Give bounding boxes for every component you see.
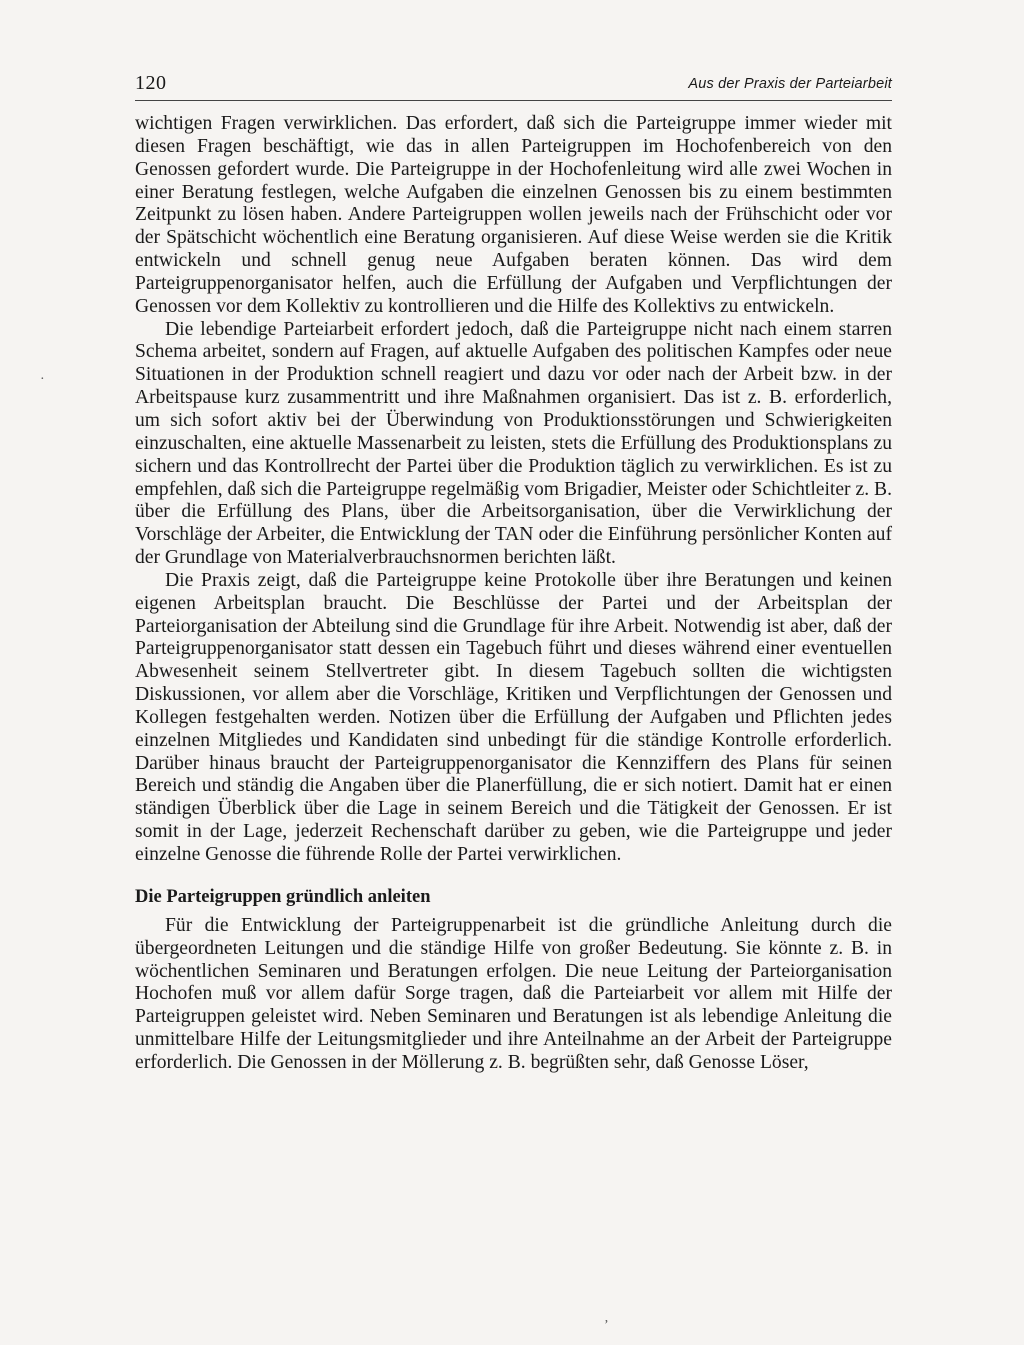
paragraph: wichtigen Fragen verwirklichen. Das erfordert, daß sich die Parteigruppe immer wieder mit diesen Fragen beschäftigt, wie das in allen Parteigruppen im Hochofenbereich von den Genossen gefordert wurde. Die Parteigruppe in der Hochofenleitung wird alle zwei Wochen in einer Beratung festlegen, welche Aufgaben die einzelnen Genossen bis zu einem bestimmten Zeitpunkt zu lösen haben. Andere Parteigruppen wollen jeweils nach der Frühschicht oder vor der Spätschicht wöchentlich eine Beratung organisieren. Auf diese Weise werden sie die Kritik entwickeln und schnell genug neue Aufgaben beraten können. Das wird dem Parteigruppenorganisator helfen, auch die Erfüllung der Aufgaben und Verpflichtungen der Genossen vor dem Kollektiv zu kontrollieren und die Hilfe des Kollektivs zu entwickeln. (135, 113, 892, 317)
body-text (135, 113, 892, 1075)
paragraph: Für die Entwicklung der Parteigruppenarbeit ist die gründliche Anleitung durch die übergeordneten Leitungen und die ständige Hilfe von großer Bedeutung. Sie könnte z. B. in wöchentlichen Seminaren und Beratungen erfolgen. Die neue Leitung der Parteiorganisation Hochofen muß vor allem dafür Sorge tragen, daß die Parteiarbeit vor allem mit Hilfe der Parteigruppen geleistet wird. Neben Seminaren und Beratungen ist als lebendige Anleitung die unmittelbare Hilfe der Leitungsmitglieder und ihre Anteilnahme an der Arbeit der Parteigruppe erforderlich. Die Genossen in der Möllerung z. B. begrüßten sehr, daß Genosse Löser, (135, 914, 892, 1073)
scan-speck: · (40, 372, 45, 387)
page-number: 120 (135, 72, 167, 94)
paragraph: Die Praxis zeigt, daß die Parteigruppe keine Protokolle über ihre Beratungen und keinen eigenen Arbeitsplan braucht. Die Beschlüsse der Partei und der Arbeitsplan der Parteiorganisation der Abteilung sind die Grundlage für ihre Arbeit. Notwendig ist aber, daß der Parteigruppenorganisator statt dessen ein Tagebuch führt und dieses während einer eventuellen Abwesenheit seinem Stellvertreter gibt. In diesem Tagebuch sollten die wichtigsten Diskussionen, vor allem aber die Vorschläge, Kritiken und Verpflichtungen der Genossen und Kollegen festgehalten werden. Notizen über die Erfüllung der Aufgaben und Pflichten jedes einzelnen Mitgliedes und Kandidaten sind unbedingt für die ständige Kontrolle erforderlich. Darüber hinaus braucht der Parteigruppenorganisator die Kennziffern des Plans für seinen Bereich und ständig die Angaben über die Planerfüllung, die er sich notiert. Damit hat er einen ständigen Überblick über die Lage in seinem Bereich und die Tätigkeit der Genossen. Er ist somit in der Lage, jederzeit Rechenschaft darüber zu geben, wie die Parteigruppe und jeder einzelne Genosse die führende Rolle der Partei verwirklichen. (135, 569, 892, 865)
running-head: Aus der Praxis der Parteiarbeit (688, 76, 892, 92)
page-header (135, 70, 892, 101)
section-heading: Die Parteigruppen gründlich anleiten (135, 886, 431, 907)
scan-speck: ʼ (604, 1318, 609, 1333)
paragraph: Die lebendige Parteiarbeit erfordert jedoch, daß die Parteigruppe nicht nach einem starren Schema arbeitet, sondern auf Fragen, auf aktuelle Aufgaben des politischen Kampfes oder neue Situationen in der Produktion schnell reagiert und dazu vor oder nach der Arbeit bzw. in der Arbeitspause kurz zusammentritt und ihre Maßnahmen organisiert. Das ist z. B. erforderlich, um sich sofort aktiv bei der Überwindung von Produktionsstörungen und Schwierigkeiten einzuschalten, eine aktuelle Massenarbeit zu leisten, stets die Erfüllung des Produktionsplans zu sichern und das Kontrollrecht der Partei über die Produktion täglich zu verwirklichen. Es ist zu empfehlen, daß sich die Parteigruppe regelmäßig vom Brigadier, Meister oder Schichtleiter z. B. über die Erfüllung des Plans, über die Arbeitsorganisation, über die Verwirklichung der Vorschläge der Arbeiter, die Entwicklung der TAN oder die Einführung persönlicher Konten auf der Grundlage von Materialverbrauchsnormen berichten läßt. (135, 318, 892, 569)
